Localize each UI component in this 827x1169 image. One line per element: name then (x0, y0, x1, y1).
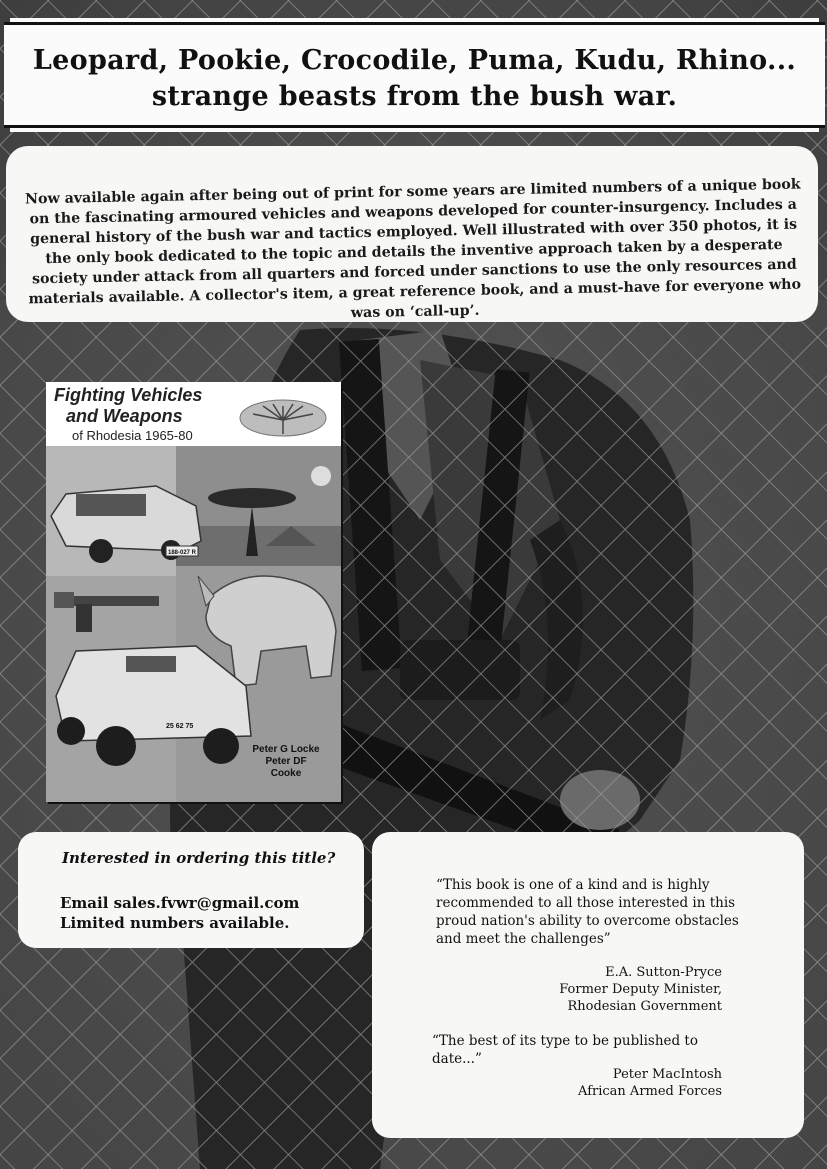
header-banner (4, 22, 825, 128)
attribution-title: Former Deputy Minister, (559, 982, 722, 997)
emblem-icon (238, 398, 328, 438)
plate-2: 25 62 75 (166, 723, 194, 730)
order-heading: Interested in ordering this title? (62, 849, 336, 867)
attribution-title: African Armed Forces (578, 1084, 722, 1099)
attribution-name: E.A. Sutton-Pryce (605, 965, 722, 980)
order-panel (18, 832, 364, 948)
author-2: Peter DF Cooke (265, 756, 307, 779)
author-1: Peter G Locke (252, 744, 320, 755)
order-email: Email sales.fvwr@gmail.com (60, 894, 300, 912)
headline: Leopard, Pookie, Crocodile, Puma, Kudu, Rhino... (32, 45, 797, 76)
cover-subtitle: of Rhodesia 1965-80 (72, 428, 193, 443)
subheadline: strange beasts from the bush war. (151, 81, 678, 112)
order-availability: Limited numbers available. (60, 914, 290, 932)
testimonials-panel (372, 832, 804, 1138)
intro-text: Now available again after being out of print for some years are limited numbers of a unique book on the fascinating armoured vehicles and weapons developed for counter-insurgency. Includes a general history of the bush war and tactics employed. Well illustrated with over 350 photos, it is the only book dedicated to the topic and details the inventive approach taken by a desperate society under attack from all quarters and forced under sanctions to use the only resources and materials available. A collector's item, a great reference book, and a must-have for everyone who was on ‘call-up’. (24, 176, 802, 322)
book-cover (46, 382, 341, 802)
testimonial-quote-1: “This book is one of a kind and is highly recommended to all those interested in this proud nation's ability to overcome obstacles and meet the challenges” (436, 877, 739, 947)
cover-header (46, 382, 341, 446)
intro-panel (6, 146, 818, 322)
cover-authors (251, 744, 321, 780)
testimonial-attribution-1 (559, 964, 722, 1015)
attribution-title: Rhodesian Government (567, 999, 722, 1014)
attribution-name: Peter MacIntosh (612, 1067, 722, 1082)
testimonial-quote-2: “The best of its type to be published to date...” (432, 1033, 698, 1067)
cover-title-line1: Fighting Vehicles (54, 385, 203, 405)
cover-title-line2: and Weapons (66, 406, 183, 426)
plate-1: 188-027 R (167, 550, 197, 556)
testimonial-attribution-2 (578, 1066, 722, 1100)
